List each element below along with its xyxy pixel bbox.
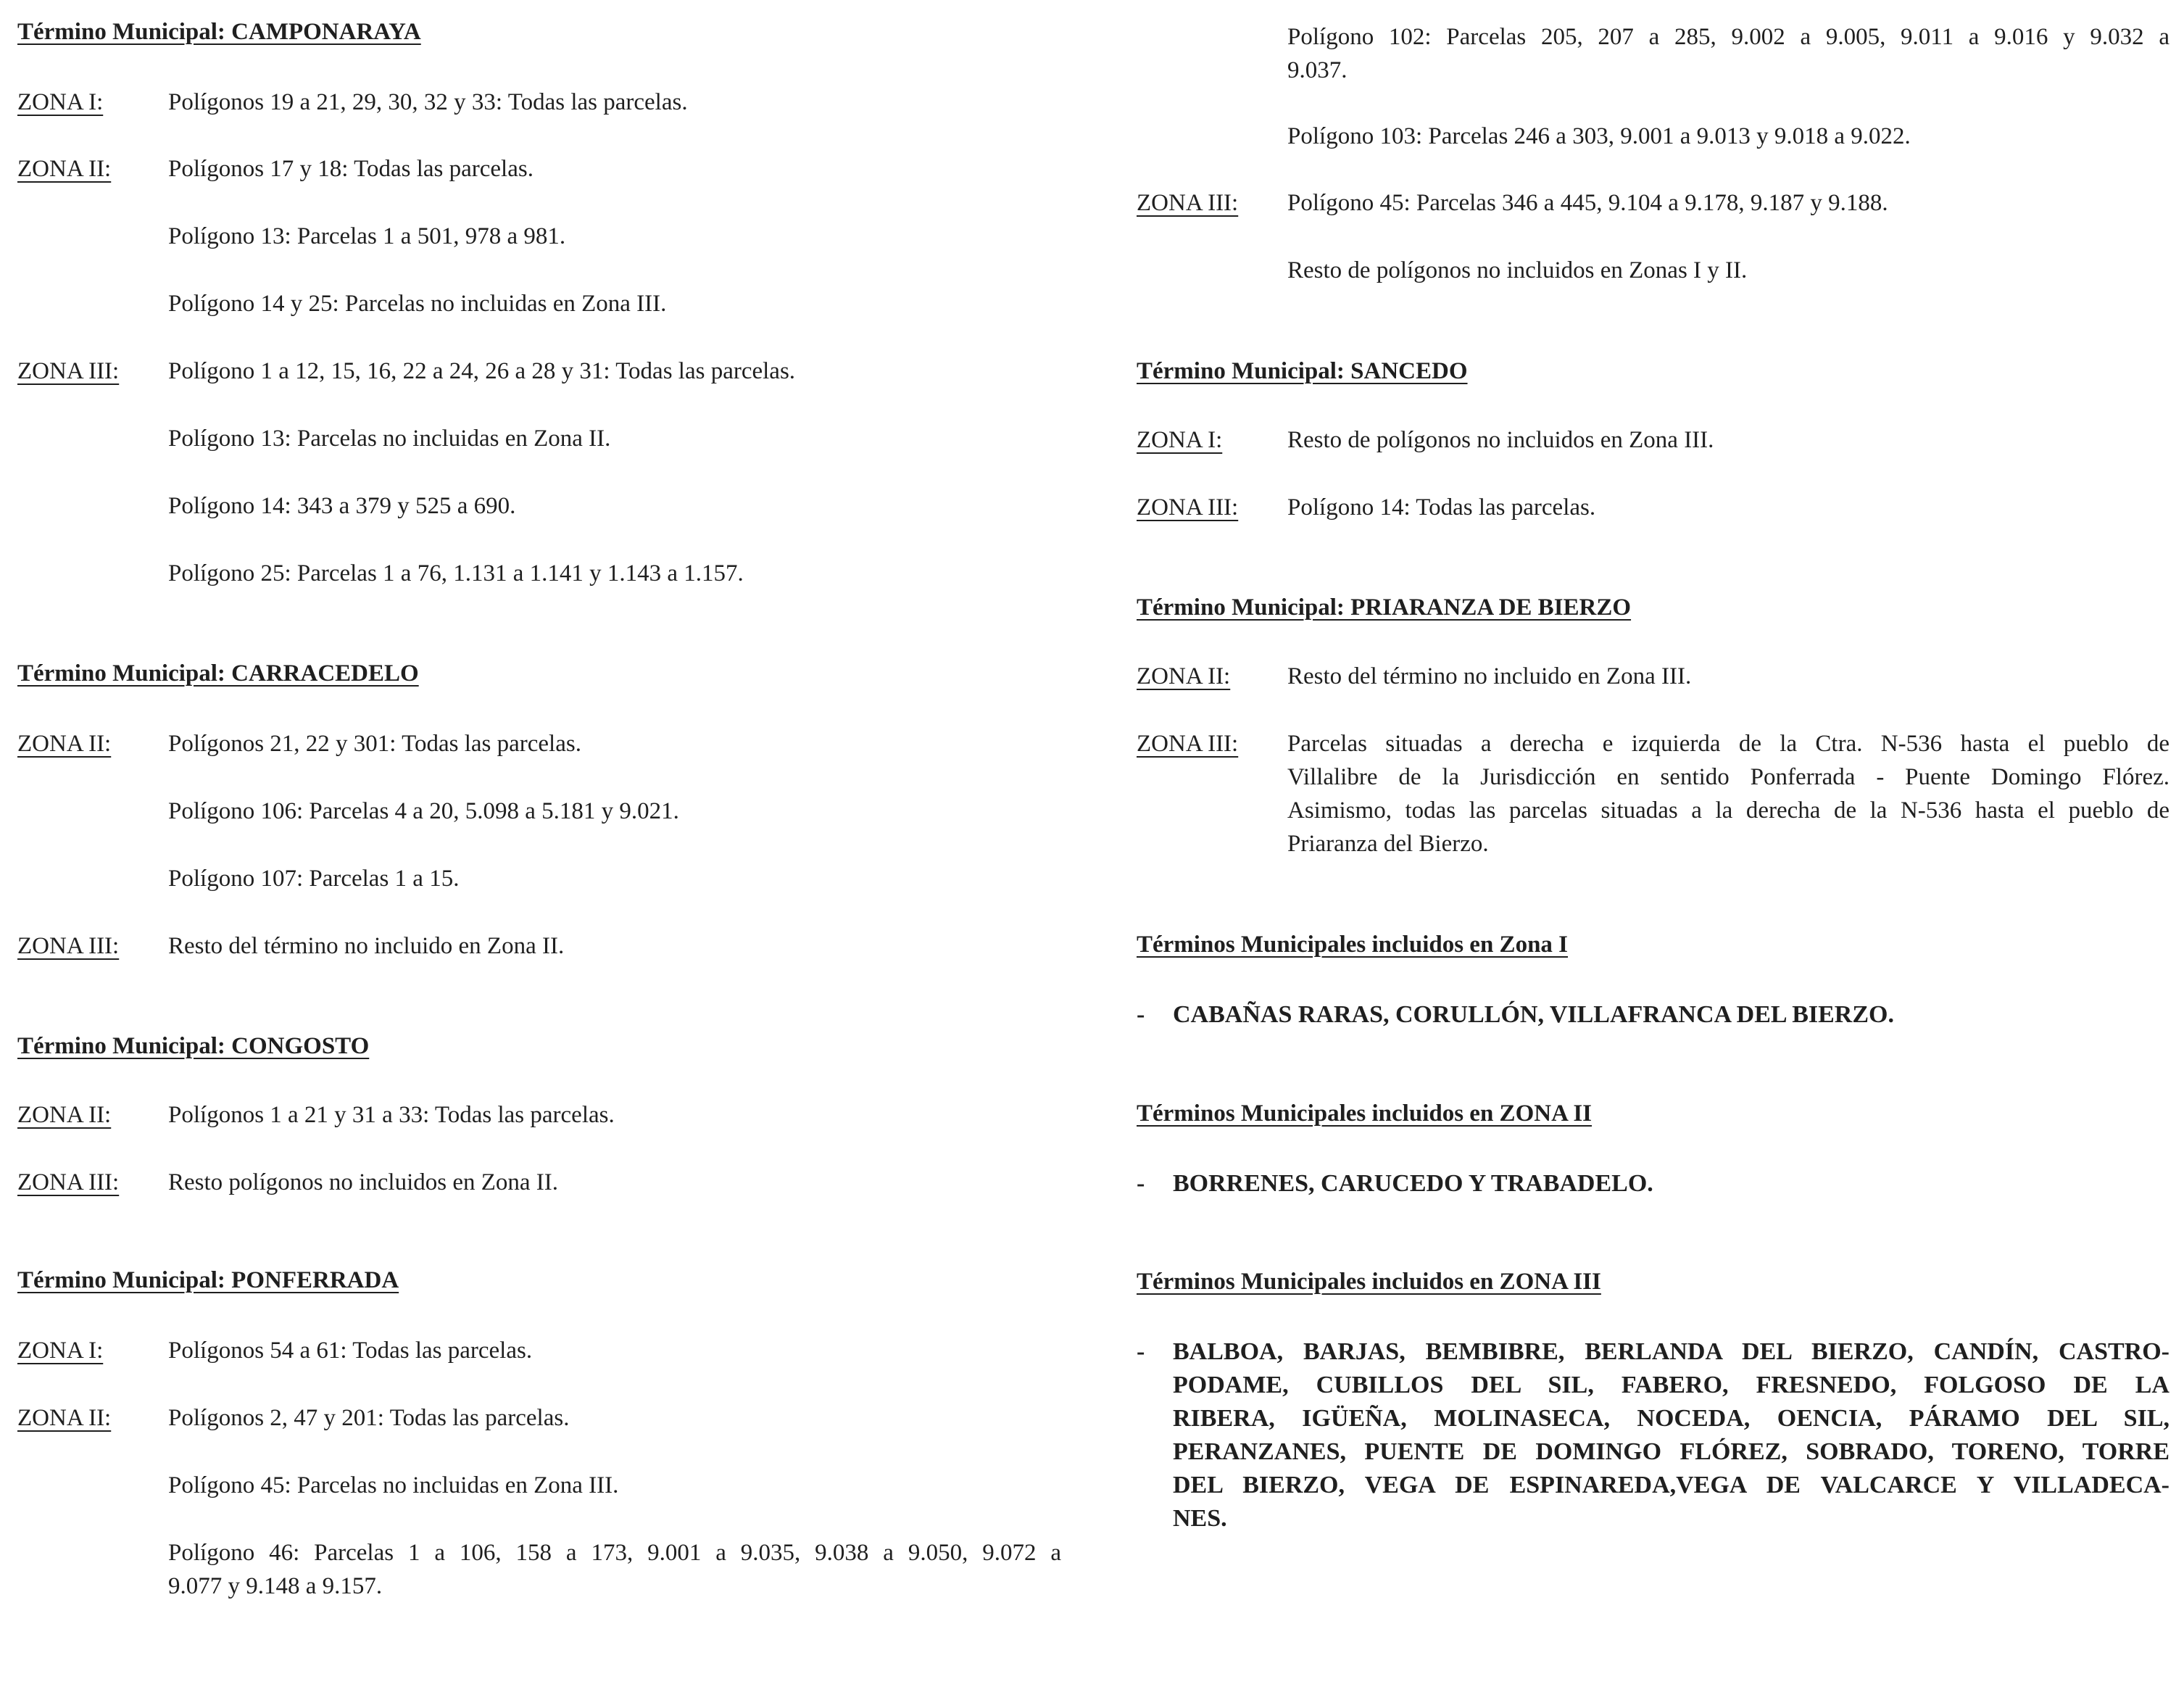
zone-label: ZONA II: bbox=[1137, 663, 1231, 689]
text-line: Polígono 46: Parcelas 1 a 106, 158 a 173, 9.001 a 9.035, 9.038 a 9.050, 9.072 a bbox=[168, 1540, 1061, 1566]
list-item bbox=[1173, 1335, 2170, 1535]
zone-label: ZONA III: bbox=[1137, 494, 1239, 521]
zone-text: Polígono 25: Parcelas 1 a 76, 1.131 a 1.141 y 1.143 a 1.157. bbox=[168, 560, 744, 586]
zone-label: ZONA III: bbox=[17, 933, 120, 959]
text-line: Priaranza del Bierzo. bbox=[1287, 831, 1489, 857]
zone-label: ZONA I: bbox=[17, 1338, 104, 1364]
zone-text: Polígono 13: Parcelas no incluidas en Zona II. bbox=[168, 426, 611, 452]
text-line: RIBERA, IGÜEÑA, MOLINASECA, NOCEDA, OENCIA, PÁRAMO DEL SIL, bbox=[1173, 1405, 2170, 1432]
text-line: Asimismo, todas las parcelas situadas a la derecha de la N-536 hasta el pueblo de bbox=[1287, 797, 2170, 824]
text-line: PERANZANES, PUENTE DE DOMINGO FLÓREZ, SOBRADO, TORENO, TORRE bbox=[1173, 1438, 2170, 1465]
zone-label: ZONA II: bbox=[17, 1102, 112, 1128]
list-bullet: - bbox=[1137, 1338, 1145, 1365]
text-line: PODAME, CUBILLOS DEL SIL, FABERO, FRESNEDO, FOLGOSO DE LA bbox=[1173, 1372, 2170, 1398]
zone-text bbox=[1287, 20, 2170, 87]
list-bullet: - bbox=[1137, 1170, 1145, 1197]
list-item: BORRENES, CARUCEDO Y TRABADELO. bbox=[1173, 1170, 1653, 1197]
zone-text: Polígonos 17 y 18: Todas las parcelas. bbox=[168, 156, 533, 182]
zone-text: Polígono 14: Todas las parcelas. bbox=[1287, 494, 1596, 521]
heading-zona-iii-municipalities: Términos Municipales incluidos en ZONA III bbox=[1137, 1269, 1601, 1295]
zone-label: ZONA III: bbox=[1137, 731, 1239, 757]
text-line: Villalibre de la Jurisdicción en sentido Ponferrada - Puente Domingo Flórez. bbox=[1287, 764, 2170, 790]
zone-text: Polígonos 21, 22 y 301: Todas las parcelas. bbox=[168, 731, 581, 757]
zone-label: ZONA II: bbox=[17, 1405, 112, 1431]
heading-zona-i-municipalities: Términos Municipales incluidos en Zona I bbox=[1137, 932, 1569, 958]
zone-text: Polígonos 54 a 61: Todas las parcelas. bbox=[168, 1338, 533, 1364]
heading-congosto: Término Municipal: CONGOSTO bbox=[17, 1033, 370, 1059]
zone-text: Polígono 45: Parcelas 346 a 445, 9.104 a 9.178, 9.187 y 9.188. bbox=[1287, 190, 1888, 216]
zone-label: ZONA III: bbox=[17, 358, 120, 384]
zone-text: Polígono 107: Parcelas 1 a 15. bbox=[168, 866, 460, 892]
text-line: DEL BIERZO, VEGA DE ESPINAREDA,VEGA DE VALCARCE Y VILLADECA- bbox=[1173, 1472, 2170, 1498]
zone-text: Polígono 14 y 25: Parcelas no incluidas en Zona III. bbox=[168, 291, 667, 317]
zone-label: ZONA I: bbox=[1137, 427, 1223, 453]
zone-text: Polígonos 2, 47 y 201: Todas las parcelas. bbox=[168, 1405, 570, 1431]
heading-zona-ii-municipalities: Términos Municipales incluidos en ZONA II bbox=[1137, 1100, 1593, 1127]
text-line: Polígono 102: Parcelas 205, 207 a 285, 9.002 a 9.005, 9.011 a 9.016 y 9.032 a bbox=[1287, 24, 2170, 50]
text-line: 9.037. bbox=[1287, 57, 1348, 83]
text-line: Parcelas situadas a derecha e izquierda de la Ctra. N-536 hasta el pueblo de bbox=[1287, 731, 2170, 757]
zone-label: ZONA I: bbox=[17, 89, 104, 115]
text-line: NES. bbox=[1173, 1505, 1227, 1532]
zone-text: Polígono 106: Parcelas 4 a 20, 5.098 a 5.181 y 9.021. bbox=[168, 798, 679, 824]
zone-text: Resto polígonos no incluidos en Zona II. bbox=[168, 1169, 559, 1195]
zone-label: ZONA III: bbox=[1137, 190, 1239, 216]
zone-label: ZONA III: bbox=[17, 1169, 120, 1195]
zone-text: Resto de polígonos no incluidos en Zona III. bbox=[1287, 427, 1714, 453]
zone-text: Polígono 1 a 12, 15, 16, 22 a 24, 26 a 28 y 31: Todas las parcelas. bbox=[168, 358, 796, 384]
zone-text: Polígono 103: Parcelas 246 a 303, 9.001 a 9.013 y 9.018 a 9.022. bbox=[1287, 123, 1911, 149]
zone-label: ZONA II: bbox=[17, 156, 112, 182]
zone-text bbox=[1287, 727, 2170, 861]
zone-text bbox=[168, 1536, 1061, 1603]
zone-label: ZONA II: bbox=[17, 731, 112, 757]
heading-sancedo: Término Municipal: SANCEDO bbox=[1137, 358, 1468, 384]
list-item: CABAÑAS RARAS, CORULLÓN, VILLAFRANCA DEL BIERZO. bbox=[1173, 1001, 1894, 1028]
list-bullet: - bbox=[1137, 1001, 1145, 1028]
zone-text: Polígonos 1 a 21 y 31 a 33: Todas las parcelas. bbox=[168, 1102, 615, 1128]
zone-text: Polígono 13: Parcelas 1 a 501, 978 a 981. bbox=[168, 223, 566, 249]
zone-text: Polígono 45: Parcelas no incluidas en Zona III. bbox=[168, 1472, 619, 1498]
heading-carracedelo: Término Municipal: CARRACEDELO bbox=[17, 660, 419, 687]
zone-text: Resto del término no incluido en Zona II. bbox=[168, 933, 565, 959]
zone-text: Resto del término no incluido en Zona III. bbox=[1287, 663, 1692, 689]
heading-ponferrada: Término Municipal: PONFERRADA bbox=[17, 1267, 399, 1293]
text-line: 9.077 y 9.148 a 9.157. bbox=[168, 1573, 383, 1599]
text-line: BALBOA, BARJAS, BEMBIBRE, BERLANDA DEL BIERZO, CANDÍN, CASTRO- bbox=[1173, 1338, 2170, 1365]
zone-text: Polígonos 19 a 21, 29, 30, 32 y 33: Todas las parcelas. bbox=[168, 89, 688, 115]
heading-priaranza: Término Municipal: PRIARANZA DE BIERZO bbox=[1137, 594, 1632, 621]
zone-text: Polígono 14: 343 a 379 y 525 a 690. bbox=[168, 493, 516, 519]
zone-text: Resto de polígonos no incluidos en Zonas I y II. bbox=[1287, 257, 1748, 283]
heading-camponaraya: Término Municipal: CAMPONARAYA bbox=[17, 19, 421, 45]
